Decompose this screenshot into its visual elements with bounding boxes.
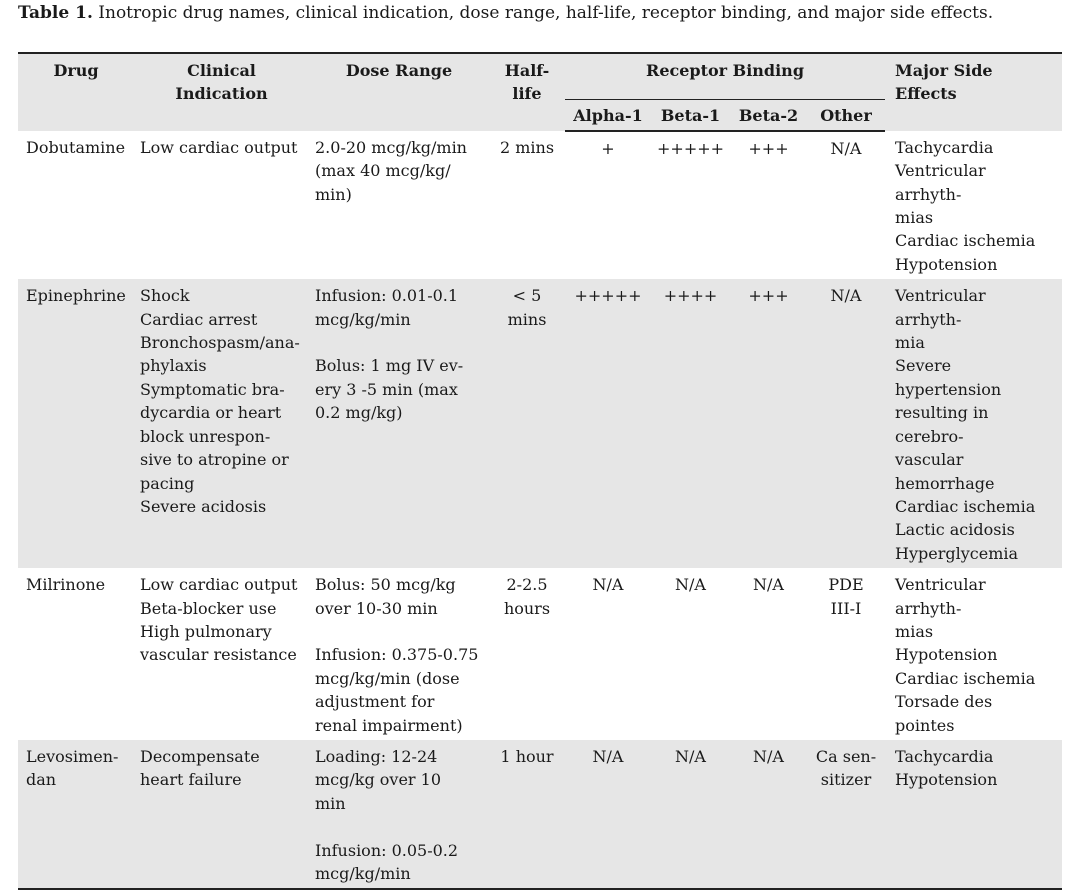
cell-drug-line: Dobutamine (26, 137, 126, 157)
cell-half-life-line: 2-2.5 (506, 575, 548, 595)
cell-dose-range-line: Bolus: 50 mcg/kg (315, 575, 456, 595)
cell-dose-range-line: 2.0-20 mcg/kg/min (315, 137, 467, 157)
cell-clinical-indication (134, 740, 309, 889)
cell-dose-range-line: mcg/kg/min (315, 309, 411, 329)
cell-major-side-effects-line: Hypotension (895, 254, 998, 274)
cell-dose-range (309, 740, 489, 889)
cell-major-side-effects-line: Hypotension (895, 645, 998, 665)
cell-dose-range-line (315, 331, 483, 354)
cell-clinical-indication-line: Bronchospasm/ana- (140, 333, 300, 353)
header-major-side-effects: Major Side Effects (885, 53, 1062, 131)
cell-alpha-1: N/A (565, 740, 651, 889)
cell-major-side-effects-line: Cardiac ischemia (895, 496, 1036, 516)
cell-drug (18, 131, 134, 279)
cell-dose-range (309, 279, 489, 568)
cell-dose-range-line: mcg/kg/min (dose (315, 668, 460, 688)
cell-beta-2: +++ (730, 279, 807, 568)
cell-half-life (489, 568, 565, 740)
cell-beta-2: +++ (730, 131, 807, 279)
table-row (18, 279, 1062, 568)
cell-dose-range-line: (max 40 mcg/kg/ (315, 161, 451, 181)
header-beta-2: Beta-2 (730, 100, 807, 131)
cell-drug-line: dan (26, 770, 57, 790)
cell-clinical-indication (134, 279, 309, 568)
table-row (18, 131, 1062, 279)
cell-drug-line: Levosimen- (26, 746, 119, 766)
cell-dose-range-line: adjustment for (315, 692, 435, 712)
cell-beta-2: N/A (730, 740, 807, 889)
cell-major-side-effects-line: Cardiac ischemia (895, 231, 1036, 251)
cell-clinical-indication-line: heart failure (140, 770, 242, 790)
inotropic-drug-table (18, 52, 1062, 890)
cell-half-life (489, 279, 565, 568)
cell-major-side-effects-line: mias (895, 208, 934, 228)
cell-clinical-indication-line: pacing (140, 473, 195, 493)
header-receptor-binding: Receptor Binding (565, 53, 885, 100)
cell-drug-line: Milrinone (26, 575, 106, 595)
cell-dose-range (309, 131, 489, 279)
header-clinical-indication: Clinical Indication (134, 53, 309, 131)
cell-major-side-effects-line: vascular hemorrhage (895, 450, 995, 493)
cell-clinical-indication-line: Low cardiac output (140, 575, 298, 595)
cell-clinical-indication-line: vascular resistance (140, 645, 297, 665)
cell-dose-range-line: mcg/kg over 10 (315, 770, 442, 790)
cell-half-life-line: 1 hour (500, 746, 554, 766)
header-drug: Drug (18, 53, 134, 131)
cell-half-life-line: 2 mins (499, 137, 555, 157)
cell-other-line: sitizer (820, 770, 872, 790)
cell-clinical-indication-line: sive to atropine or (140, 450, 289, 470)
cell-dose-range-line: Infusion: 0.05-0.2 (315, 840, 459, 860)
cell-major-side-effects-line: Hyperglycemia (895, 543, 1019, 563)
cell-half-life-line: mins (507, 309, 547, 329)
cell-other-line: Ca sen- (815, 746, 877, 766)
cell-beta-1: ++++ (651, 279, 730, 568)
cell-beta-1: N/A (651, 568, 730, 740)
cell-dose-range-line: min) (315, 184, 352, 204)
header-half-life-line: Half- (504, 61, 550, 80)
cell-major-side-effects-line: Hypotension (895, 770, 998, 790)
cell-other (807, 740, 885, 889)
table-row (18, 740, 1062, 889)
cell-dose-range-line: renal impairment) (315, 715, 463, 735)
cell-dose-range-line: Loading: 12-24 (315, 746, 438, 766)
cell-drug (18, 740, 134, 889)
cell-drug (18, 568, 134, 740)
cell-dose-range-line: Bolus: 1 mg IV ev- (315, 356, 464, 376)
cell-clinical-indication-line: High pulmonary (140, 621, 272, 641)
cell-drug (18, 279, 134, 568)
cell-clinical-indication-line: Symptomatic bra- (140, 379, 285, 399)
cell-clinical-indication-line: block unrespon- (140, 426, 271, 446)
cell-other (807, 131, 885, 279)
cell-clinical-indication-line: Decompensate (140, 746, 260, 766)
header-half-life-line: life (512, 84, 542, 104)
cell-beta-2: N/A (730, 568, 807, 740)
cell-clinical-indication (134, 131, 309, 279)
cell-clinical-indication-line: dycardia or heart (140, 403, 282, 423)
cell-major-side-effects-line: Lactic acidosis (895, 520, 1015, 540)
cell-major-side-effects-line: Cardiac ischemia (895, 668, 1036, 688)
header-other: Other (807, 100, 885, 131)
caption-text: Inotropic drug names, clinical indication, dose range, half-life, receptor binding, and major side effects. (92, 3, 994, 23)
cell-alpha-1: +++++ (565, 279, 651, 568)
cell-clinical-indication-line: Beta-blocker use (140, 598, 277, 618)
cell-major-side-effects-line: Tachycardia (895, 137, 994, 157)
cell-dose-range-line: 0.2 mg/kg) (315, 403, 403, 423)
cell-dose-range-line: over 10-30 min (315, 598, 438, 618)
cell-half-life-line: hours (503, 598, 551, 618)
cell-major-side-effects-line: mias (895, 621, 934, 641)
cell-other (807, 279, 885, 568)
cell-other-line: III-I (830, 598, 862, 618)
cell-major-side-effects (885, 279, 1062, 568)
cell-half-life (489, 740, 565, 889)
cell-major-side-effects (885, 740, 1062, 889)
cell-major-side-effects (885, 568, 1062, 740)
cell-dose-range-line: Infusion: 0.375-0.75 (315, 645, 479, 665)
cell-clinical-indication-line: Severe acidosis (140, 496, 267, 516)
cell-half-life-line: < 5 (512, 286, 542, 306)
header-alpha-1: Alpha-1 (565, 100, 651, 131)
table-body (18, 131, 1062, 890)
header-half-life (489, 53, 565, 131)
cell-major-side-effects-line: Tachycardia (895, 746, 994, 766)
cell-alpha-1: + (565, 131, 651, 279)
cell-major-side-effects-line: mia (895, 333, 925, 353)
header-dose-range: Dose Range (309, 53, 489, 131)
cell-other-line: N/A (830, 286, 862, 306)
cell-dose-range-line: mcg/kg/min (315, 864, 411, 883)
cell-clinical-indication-line: Low cardiac output (140, 137, 298, 157)
cell-clinical-indication-line: Shock (140, 286, 190, 306)
caption-label: Table 1. (18, 3, 93, 23)
cell-major-side-effects-line: Ventricular arrhyth- (895, 575, 986, 618)
cell-clinical-indication-line: phylaxis (140, 356, 207, 376)
cell-major-side-effects-line: resulting in cerebro- (895, 403, 989, 446)
cell-dose-range (309, 568, 489, 740)
cell-dose-range-line (315, 815, 483, 838)
cell-major-side-effects (885, 131, 1062, 279)
table-caption (18, 2, 993, 24)
cell-major-side-effects-line: Severe hypertension (895, 356, 1002, 399)
cell-dose-range-line (315, 620, 483, 643)
cell-other-line: N/A (830, 138, 862, 158)
cell-other (807, 568, 885, 740)
cell-dose-range-line: Infusion: 0.01-0.1 (315, 286, 459, 306)
cell-clinical-indication-line: Cardiac arrest (140, 309, 258, 329)
cell-major-side-effects-line: Ventricular arrhyth- (895, 286, 986, 329)
cell-half-life (489, 131, 565, 279)
cell-major-side-effects-line: Ventricular arrhyth- (895, 161, 986, 204)
table-row (18, 568, 1062, 740)
cell-clinical-indication (134, 568, 309, 740)
cell-major-side-effects-line: Torsade des pointes (895, 692, 993, 735)
cell-alpha-1: N/A (565, 568, 651, 740)
cell-beta-1: +++++ (651, 131, 730, 279)
header-beta-1: Beta-1 (651, 100, 730, 131)
cell-dose-range-line: min (315, 793, 346, 813)
cell-drug-line: Epinephrine (26, 286, 126, 306)
cell-other-line: PDE (828, 575, 864, 595)
cell-dose-range-line: ery 3 -5 min (max (315, 379, 458, 399)
cell-beta-1: N/A (651, 740, 730, 889)
